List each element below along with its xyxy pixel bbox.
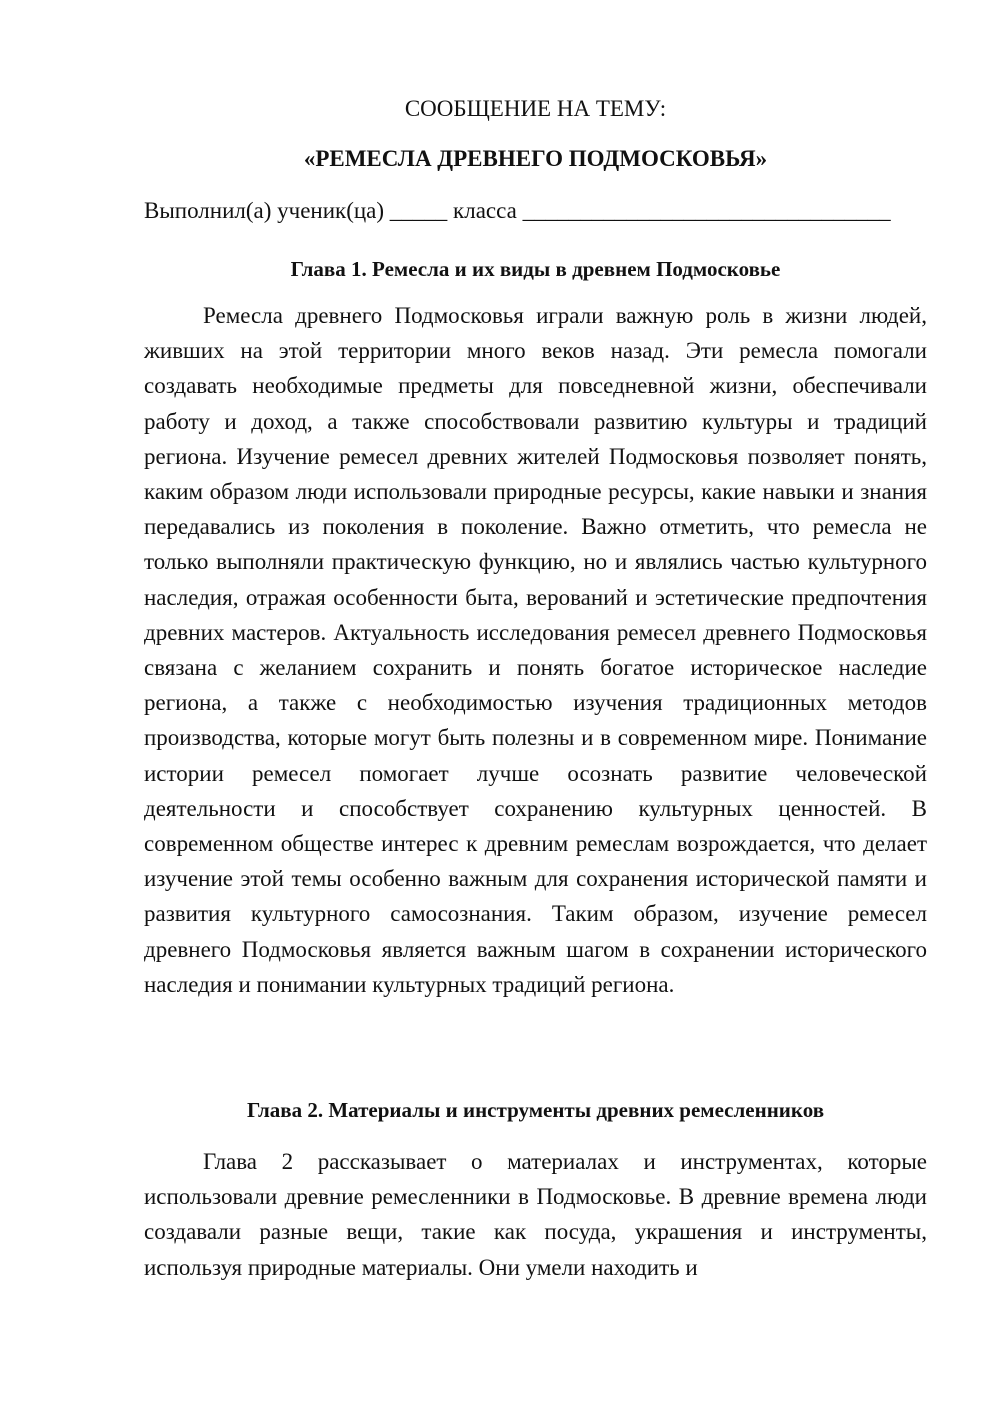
chapter-1-paragraph: Ремесла древнего Подмосковья играли важную роль в жизни людей, живших на этой территории много веков назад. Эти ремесла помогали создавать необходимые предметы для повседневной жизни, обеспечивали работу и доход, а также способствовали развитию культуры и традиций региона. Изучение ремесел древних жителей Подмосковья позволяет понять, каким образом люди использовали природные ресурсы, какие навыки и знания передавались из поколения в поколение. Важно отметить, что ремесла не только выполняли практическую функцию, но и являлись частью культурного наследия, отражая особенности быта, верований и эстетические предпочтения древних мастеров. Актуальность исследования ремесел древнего Подмосковья связана с желанием сохранить и понять богатое историческое наследие региона, а также с необходимостью изучения традиционных методов производства, которые могут быть полезны и в современном мире. Понимание истории ремесел помогает лучше осознать развитие человеческой деятельности и способствует сохранению культурных ценностей. В современном обществе интерес к древним ремеслам возрождается, что делает изучение этой темы особенно важным для сохранения исторической памяти и развития культурного самосознания. Таким образом, изучение ремесел древнего Подмосковья является важным шагом в сохранении исторического наследия и понимании культурных традиций региона. bbox=[144, 303, 927, 997]
document-title-line-2: «РЕМЕСЛА ДРЕВНЕГО ПОДМОСКОВЬЯ» bbox=[303, 146, 768, 171]
document-title-line-1: СООБЩЕНИЕ НА ТЕМУ: bbox=[404, 96, 667, 121]
chapter-2-paragraph: Глава 2 рассказывает о материалах и инструментах, которые использовали древние ремесленники в Подмосковье. В древние времена люди создавали разные вещи, такие как посуда, украшения и инструменты, используя природные материалы. Они умели находить и bbox=[144, 1149, 927, 1280]
chapter-2-heading: Глава 2. Материалы и инструменты древних ремесленников bbox=[246, 1098, 825, 1122]
author-byline: Выполнил(а) ученик(ца) _____ класса ________________________________ bbox=[144, 198, 891, 223]
chapter-1-heading: Глава 1. Ремесла и их виды в древнем Подмосковье bbox=[290, 257, 781, 281]
